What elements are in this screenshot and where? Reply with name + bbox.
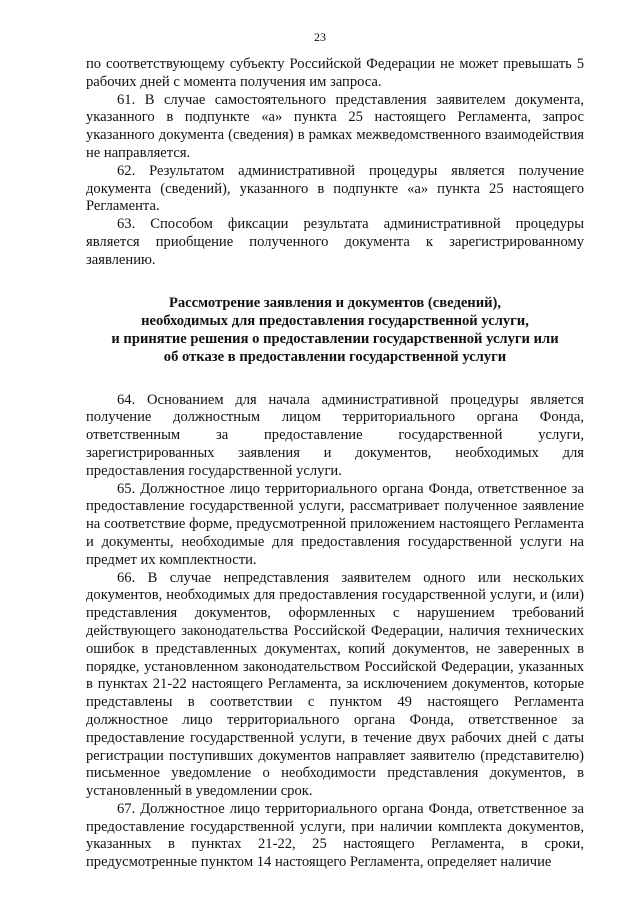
- paragraph-65: 65. Должностное лицо территориального органа Фонда, ответственное за предоставление государственной услуги, рассматривает полученное заявление на соответствие форме, предусмотренной приложением настоящего Регламента и документы, необходимые для предоставления государственной услуги на предмет их комплектности.: [86, 480, 584, 568]
- heading-line-3: и принятие решения о предоставлении государственной услуги или: [111, 330, 559, 347]
- paragraph-66: 66. В случае непредставления заявителем одного или нескольких документов, необходимых для предоставления государственной услуги, и (или) представления документов, оформленных с нарушением требований действующего законодательства Российской Федерации, наличия технических ошибок в представленных документах, копий документов, не заверенных в порядке, установленном законодательством Российской Федерации, указанных в пунктах 21-22 настоящего Регламента, за исключением документов, которые представлены в соответствии с пунктом 49 настоящего Регламента должностное лицо территориального органа Фонда, ответственное за предоставление государственной услуги, в течение двух рабочих дней с даты регистрации поступивших документов направляет заявителю (представителю) письменное уведомление о необходимости представления документов, в установленный в уведомлении срок.: [86, 569, 584, 800]
- paragraph-continuation: по соответствующему субъекту Российской Федерации не может превышать 5 рабочих дней с момента получения им запроса.: [86, 56, 584, 90]
- paragraph-64: 64. Основанием для начала административной процедуры является получение должностным лицом территориального органа Фонда, ответственным за предоставление государственной услуги, зарегистрированных заявления и документов, необходимых для предоставления государственной услуги.: [86, 391, 584, 479]
- section-heading: [86, 294, 584, 366]
- heading-line-1: Рассмотрение заявления и документов (сведений),: [168, 294, 502, 311]
- paragraph-61: 61. В случае самостоятельного представления заявителем документа, указанного в подпункте «а» пункта 25 настоящего Регламента, запрос указанного документа (сведения) в рамках межведомственного взаимодействия не направляется.: [86, 91, 584, 161]
- paragraph-67: 67. Должностное лицо территориального органа Фонда, ответственное за предоставление государственной услуги, при наличии комплекта документов, указанных в пунктах 21-22, 25 настоящего Регламента, в сроки, предусмотренные пунктом 14 настоящего Регламента, определяет наличие: [86, 800, 584, 871]
- paragraph-62: 62. Результатом административной процедуры является получение документа (сведений), указанного в подпункте «а» пункта 25 настоящего Регламента.: [86, 162, 584, 215]
- document-body: [86, 56, 584, 872]
- paragraph-63: 63. Способом фиксации результата административной процедуры является приобщение полученного документа к зарегистрированному заявлению.: [86, 216, 584, 268]
- heading-line-4: об отказе в предоставлении государственной услуги: [163, 348, 507, 365]
- page-number: 23: [314, 30, 326, 44]
- heading-line-2: необходимых для предоставления государственной услуги,: [141, 312, 529, 329]
